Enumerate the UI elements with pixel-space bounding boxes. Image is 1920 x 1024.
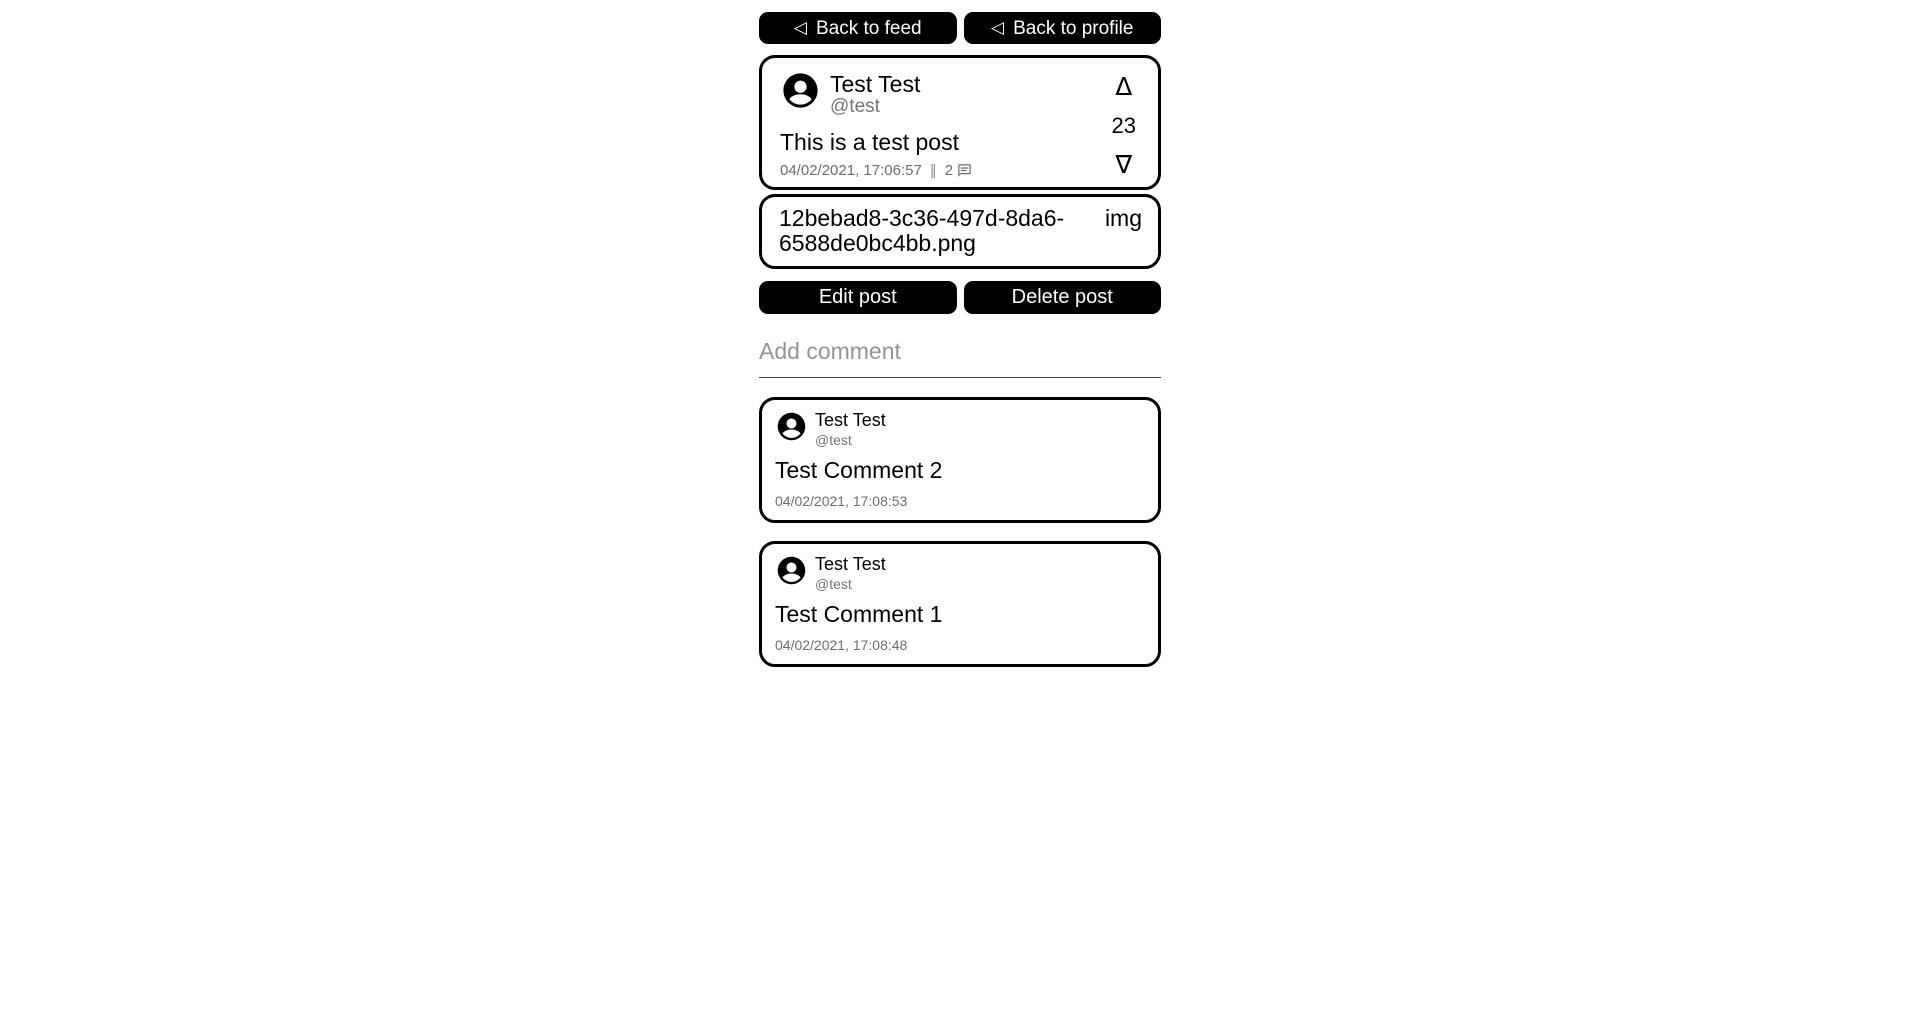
account-circle-icon (775, 554, 808, 587)
post-main (780, 70, 1104, 179)
post-author-block (830, 70, 920, 119)
post-header (780, 70, 1104, 119)
back-to-profile-label: Back to profile (1013, 17, 1134, 39)
post-comment-count (945, 162, 972, 179)
comment-card (759, 541, 1161, 667)
post-detail-page (759, 12, 1161, 667)
post-attachment-item[interactable] (759, 194, 1161, 269)
attachment-type-label: img (1104, 205, 1142, 232)
post-vote-column (1104, 70, 1144, 179)
comment-author-block (815, 554, 886, 593)
comment-timestamp: 04/02/2021, 17:08:53 (775, 493, 908, 510)
comment-author-block (815, 410, 886, 449)
top-nav-row (759, 12, 1161, 44)
post-card (759, 55, 1161, 190)
comment-author-name: Test Test (815, 554, 886, 575)
comment-header (775, 410, 1144, 449)
back-left-triangle-icon: ◁ (991, 17, 1005, 38)
account-circle-icon (775, 410, 808, 443)
vote-count: 23 (1111, 112, 1136, 138)
edit-post-button[interactable]: Edit post (759, 281, 957, 314)
speech-bubble-icon (957, 163, 972, 178)
comment-content-text: Test Comment 1 (775, 601, 943, 628)
back-to-feed-label: Back to feed (815, 17, 922, 39)
comment-count-value: 2 (944, 162, 954, 180)
upvote-button[interactable]: Δ (1115, 72, 1133, 101)
account-circle-icon (780, 70, 821, 111)
attachment-filename: 12bebad8-3c36-497d-8da6-6588de0bc4bb.png (779, 205, 1065, 257)
comment-header (775, 554, 1144, 593)
comment-author-handle: @test (815, 575, 852, 592)
delete-post-button[interactable]: Delete post (964, 281, 1162, 314)
add-comment-input[interactable] (759, 336, 1161, 378)
back-to-feed-button[interactable] (759, 12, 957, 44)
comment-author-handle: @test (815, 431, 852, 448)
comment-timestamp: 04/02/2021, 17:08:48 (775, 637, 908, 654)
comment-card (759, 397, 1161, 523)
downvote-button[interactable]: ∇ (1115, 150, 1133, 180)
comment-content-text: Test Comment 2 (775, 456, 943, 483)
post-meta-row (780, 162, 1104, 179)
post-author-handle: @test (830, 96, 880, 118)
back-left-triangle-icon: ◁ (793, 17, 807, 38)
comment-author-name: Test Test (815, 409, 886, 430)
post-author-name: Test Test (830, 71, 921, 97)
post-actions-row (759, 281, 1161, 314)
post-timestamp: 04/02/2021, 17:06:57 (780, 162, 922, 180)
meta-separator: ‖ (929, 162, 937, 179)
back-to-profile-button[interactable] (964, 12, 1162, 44)
post-content-text: This is a test post (780, 128, 959, 155)
